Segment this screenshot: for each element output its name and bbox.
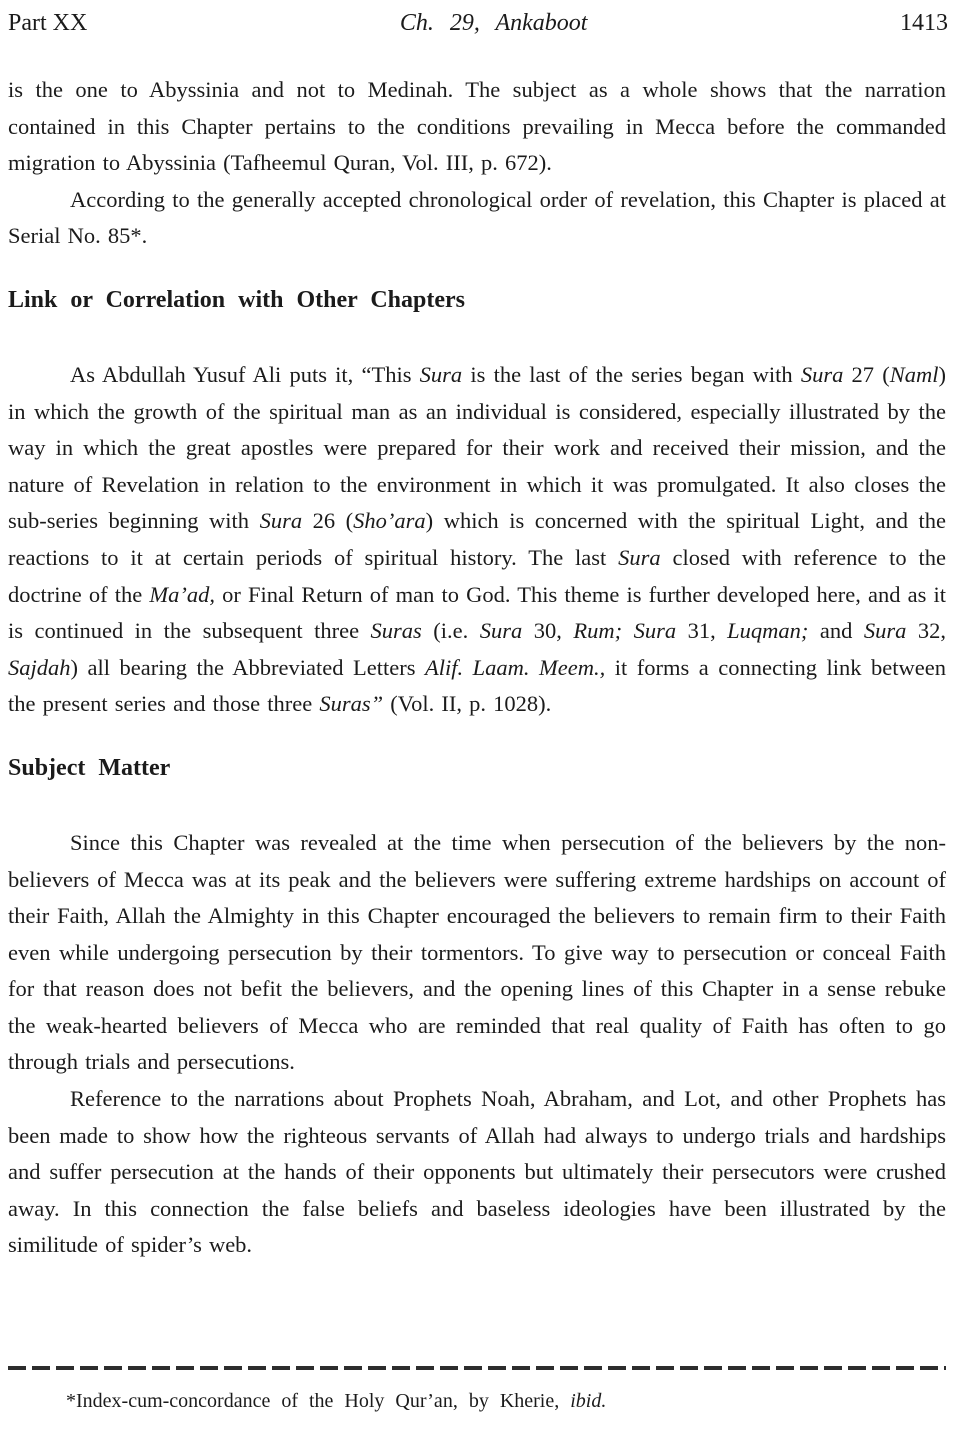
text-segment: Reference to the narrations about Prophets Noah, Abraham, and Lot, and other Prophets has been made to show how the righteous servants of Allah had always to undergo trials and hardships and suffer persecution at the hands of their opponents but ultimately their persecutors were crushed away. In this connection the false beliefs and baseless ideologies have been illustrated by the similitude of spider’s web. — [8, 1086, 946, 1258]
text-segment: Sura — [633, 618, 677, 644]
text-segment: 30, — [522, 618, 574, 644]
text-segment: Suras — [370, 618, 422, 644]
text-segment: Rum; — [573, 618, 623, 644]
footnote-area — [8, 1366, 946, 1414]
text-segment: Suras” — [319, 691, 384, 717]
section-heading — [8, 753, 946, 783]
text-segment — [622, 618, 633, 643]
text-segment: Alif. Laam. Meem., — [424, 654, 606, 680]
text-segment: Sura — [259, 508, 303, 534]
text-segment: Sho’ara — [353, 508, 426, 534]
text-segment: 32, — [906, 618, 947, 644]
text-segment: Sura — [618, 544, 661, 570]
paragraph — [8, 357, 946, 723]
text-segment: 26 ( — [302, 508, 354, 534]
part-label: Part XX — [8, 10, 88, 36]
text-segment: (Vol. II, p. 1028). — [383, 691, 552, 717]
text-segment: Sura — [800, 361, 844, 387]
text-segment: Sajdah — [8, 654, 71, 680]
text-segment: (i.e. — [421, 618, 480, 644]
page-number: 1413 — [899, 10, 948, 36]
text-segment: 31, — [676, 618, 728, 644]
text-segment: or Final Return of man to God. This theme is further developed here, and as it is continued in the subsequent three — [8, 581, 946, 644]
text-segment: ibid. — [570, 1390, 607, 1412]
footnote-separator — [8, 1366, 946, 1370]
content-blocks — [0, 72, 960, 1264]
paragraph — [8, 1081, 946, 1264]
text-segment: and — [808, 618, 864, 644]
text-segment: As Abdullah Yusuf Ali puts it, “This — [70, 361, 420, 387]
text-segment: is the one to Abyssinia and not to Medinah. The subject as a whole shows that the narration contained in this Chapter pertains to the conditions prevailing in Mecca before the commanded migration to Abyssinia (Tafheemul Quran, Vol. III, p. 672). — [8, 77, 946, 176]
paragraph — [8, 825, 946, 1081]
text-segment: Link or Correlation with Other Chapters — [8, 286, 466, 313]
text-segment: Ma’ad, — [149, 581, 215, 607]
paragraph — [8, 72, 946, 182]
section-heading — [8, 285, 946, 315]
text-segment: ) all bearing the Abbreviated Letters — [70, 654, 425, 680]
chapter-title: Ch. 29, Ankaboot — [399, 10, 588, 36]
text-segment: closed with reference to the doctrine of the — [8, 544, 946, 607]
footnote — [8, 1388, 946, 1414]
text-segment: *Index-cum-concordance of the Holy Qur’an, by Kherie, — [66, 1390, 571, 1412]
text-segment: is the last of the series began with — [462, 361, 801, 387]
text-segment: Since this Chapter was revealed at the time when persecution of the believers by the non-believers of Mecca was at its peak and the believers were suffering extreme hardships on account of their Faith, Allah the Almighty in this Chapter encouraged the believers to remain firm to their Faith even while undergoing persecution by their tormentors. To give way to persecution or conceal Faith for that reason does not befit the believers, and the opening lines of this Chapter in a sense rebuke the weak-hearted believers of Mecca who are reminded that real quality of Faith has often to go through trials and persecutions. — [8, 829, 946, 1075]
text-segment: Subject Matter — [8, 754, 171, 781]
text-segment: Luqman; — [727, 618, 809, 644]
paragraph — [8, 182, 946, 255]
page-header — [0, 0, 960, 38]
text-segment: Naml — [889, 361, 939, 387]
text-segment: According to the generally accepted chronological order of revelation, this Chapter is placed at Serial No. 85*. — [8, 186, 946, 249]
text-segment: Sura — [479, 618, 523, 644]
text-segment: Sura — [419, 361, 463, 387]
text-segment: ) which is concerned with the spiritual Light, and the reactions to it at certain periods of spiritual history. The last — [8, 508, 946, 570]
text-segment: Sura — [863, 618, 907, 644]
text-segment: ) in which the growth of the spiritual man as an individual is considered, especially illustrated by the way in which the great apostles were prepared for their work and received their mission, and the nature of Revelation in relation to the environment in which it was promulgated. It also closes the sub-series beginning with — [8, 361, 946, 534]
text-segment: it forms a connecting link between the present series and those three — [8, 654, 946, 717]
text-segment: 27 ( — [843, 361, 890, 387]
